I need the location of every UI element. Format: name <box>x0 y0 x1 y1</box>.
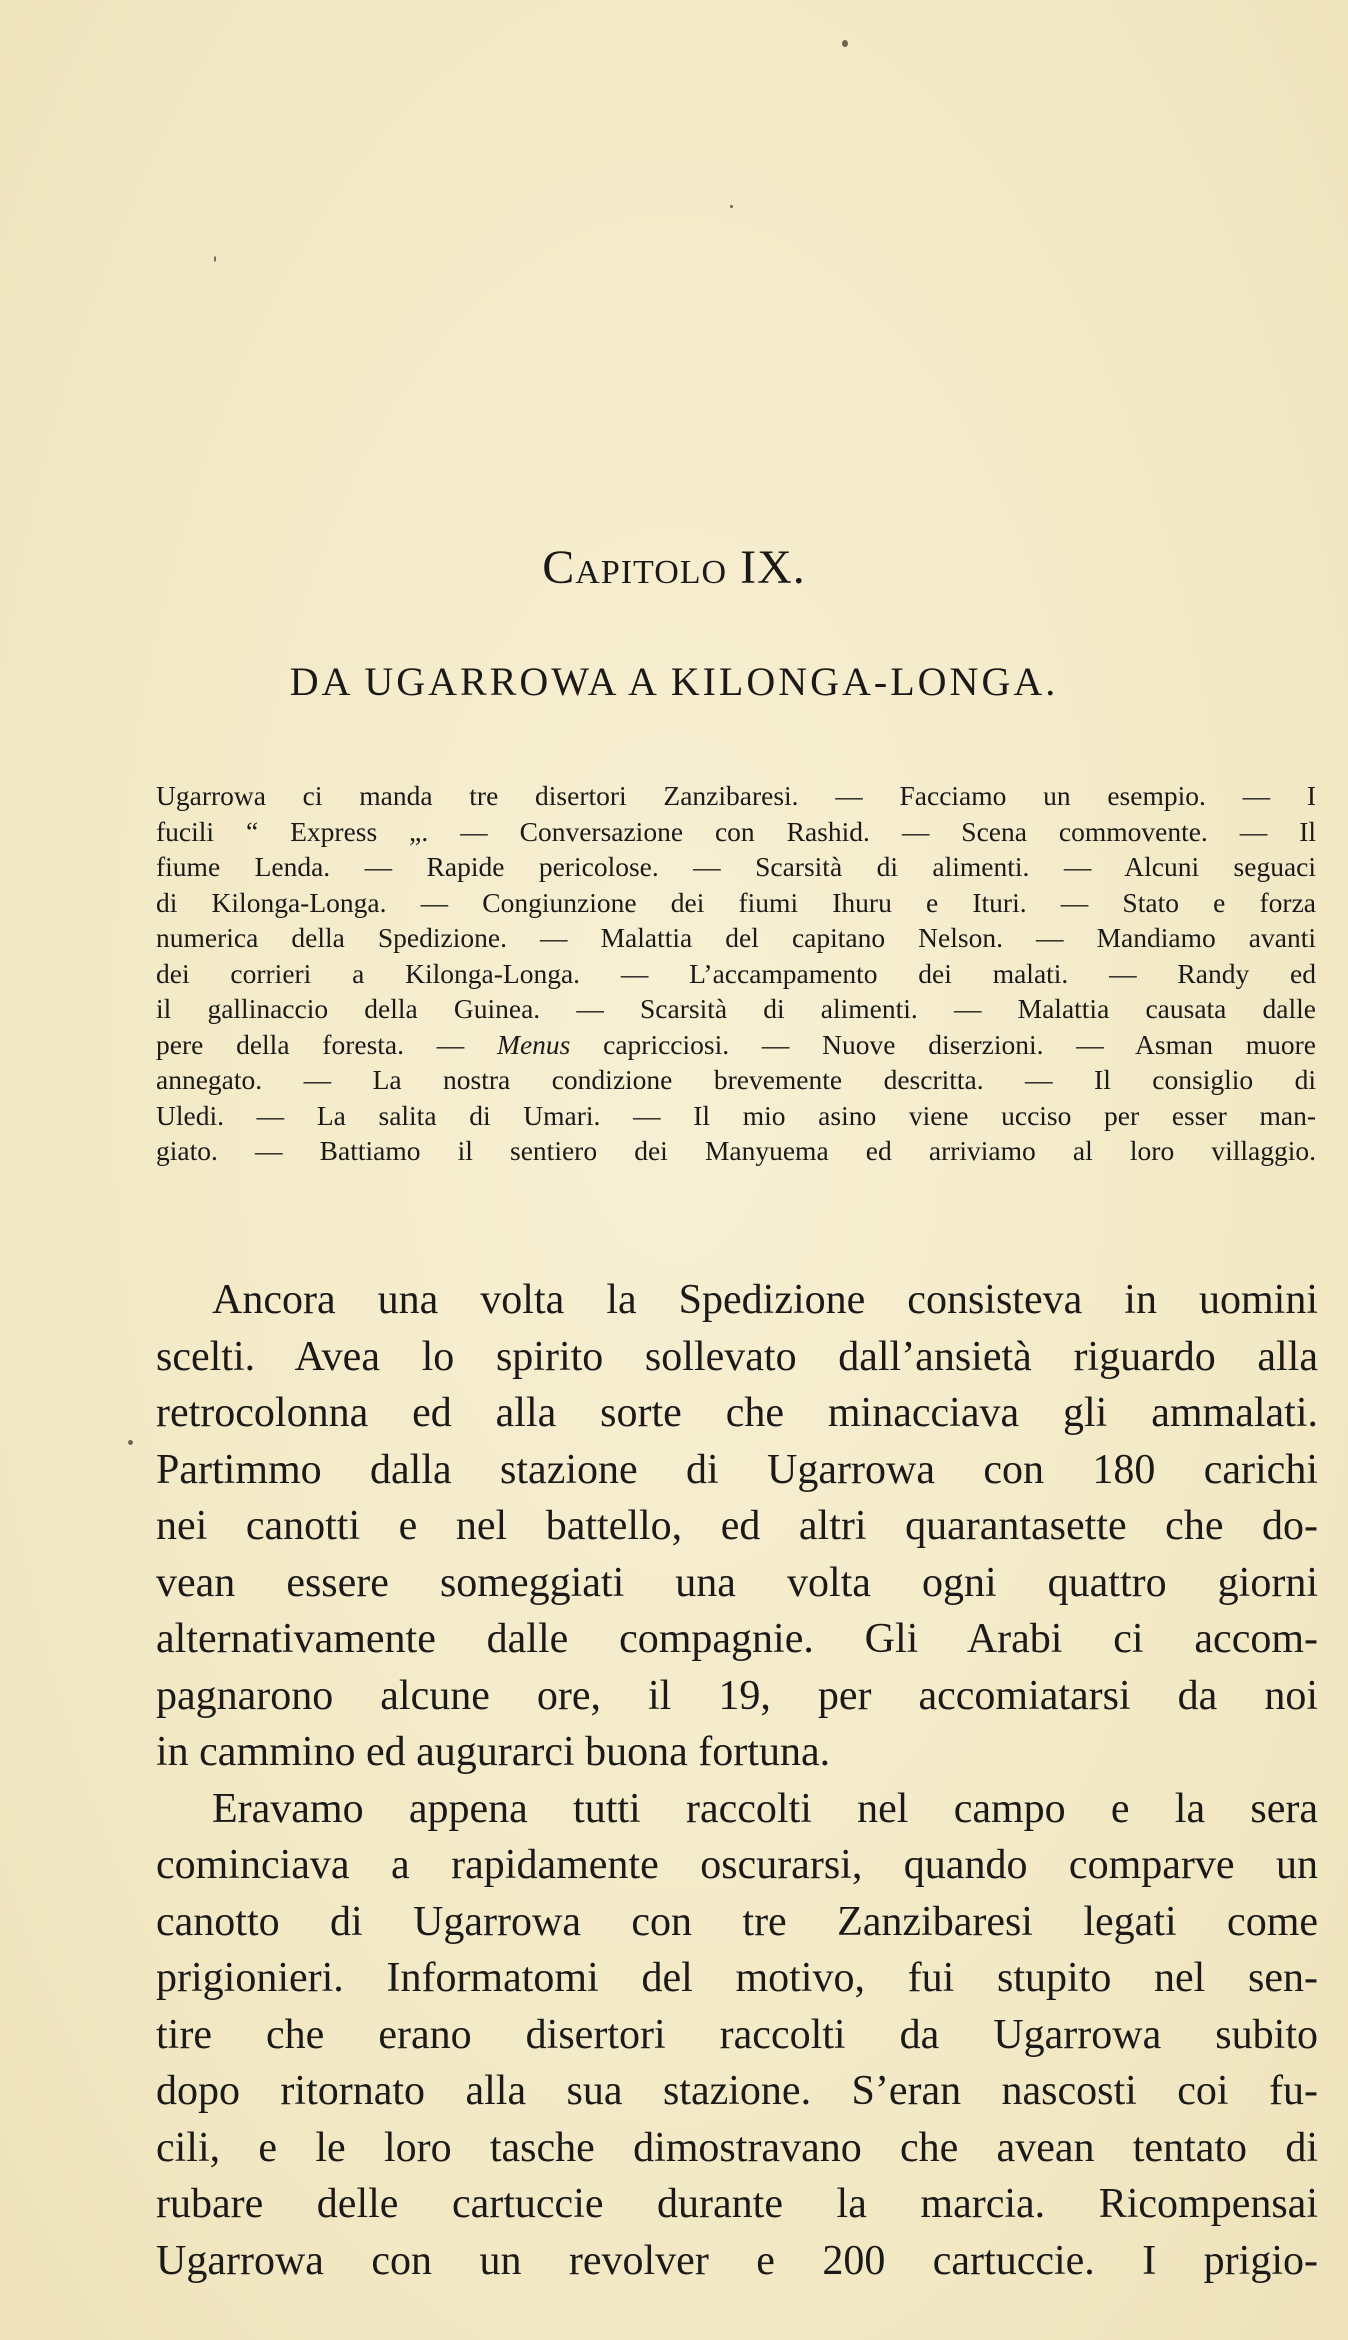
ink-speck <box>128 1440 133 1445</box>
body-text <box>156 1272 1318 2289</box>
summary-line: il gallinaccio della Guinea. — Scarsità di alimenti. — Malattia causata dalle <box>156 993 1316 1024</box>
ink-speck <box>730 205 733 208</box>
body-line: vean essere someggiati una volta ogni quattro giorni <box>156 1559 1318 1606</box>
body-line: pagnarono alcune ore, il 19, per accomiatarsi da noi <box>156 1672 1318 1719</box>
body-line: rubare delle cartuccie durante la marcia. Ricompensai <box>156 2181 1318 2227</box>
body-line: Partimmo dalla stazione di Ugarrowa con 180 carichi <box>156 1446 1318 1493</box>
body-line: Eravamo appena tutti raccolti nel campo e la sera <box>212 1785 1318 1832</box>
summary-line: fucili “ Express „. — Conversazione con Rashid. — Scena commovente. — Il <box>156 815 1316 847</box>
chapter-heading: Capitolo IX. <box>542 541 806 594</box>
body-line: dopo ritornato alla sua stazione. S’eran nascosti coi fu- <box>156 2068 1318 2114</box>
body-line: alternativamente dalle compagnie. Gli Arabi ci accom- <box>156 1616 1318 1662</box>
body-line: tire che erano disertori raccolti da Ugarrowa subito <box>156 2011 1318 2058</box>
body-line: prigionieri. Informatomi del motivo, fui stupito nel sen- <box>156 1955 1318 2001</box>
body-line: Ancora una volta la Spedizione consisteva in uomini <box>212 1277 1318 1323</box>
summary-line <box>156 1027 1316 1063</box>
body-line: nei canotti e nel battello, ed altri quarantasette che do- <box>156 1503 1318 1549</box>
body-line: scelti. Avea lo spirito sollevato dall’ansietà riguardo alla <box>156 1333 1318 1380</box>
ink-speck <box>214 256 216 262</box>
summary-fragment: pere della foresta. — <box>156 1028 498 1060</box>
chapter-title: DA UGARROWA A KILONGA-LONGA. <box>289 659 1059 704</box>
summary-line: giato. — Battiamo il sentiero dei Manyuema ed arriviamo al loro villaggio. <box>156 1135 1316 1166</box>
body-line: Ugarrowa con un revolver e 200 cartuccie. I prigio- <box>156 2237 1318 2284</box>
body-line: cominciava a rapidamente oscurarsi, quando comparve un <box>156 1842 1318 1888</box>
summary-line: Ugarrowa ci manda tre disertori Zanzibaresi. — Facciamo un esempio. — I <box>156 780 1316 811</box>
summary-line: di Kilonga-Longa. — Congiunzione dei fiumi Ihuru e Ituri. — Stato e forza <box>156 886 1316 918</box>
summary-line: fiume Lenda. — Rapide pericolose. — Scarsità di alimenti. — Alcuni seguaci <box>156 851 1316 882</box>
body-line: cili, e le loro tasche dimostravano che avean tentato di <box>156 2124 1318 2171</box>
summary-line: annegato. — La nostra condizione brevemente descritta. — Il consiglio di <box>156 1064 1316 1095</box>
body-line: canotto di Ugarrowa con tre Zanzibaresi legati come <box>156 1898 1318 1945</box>
body-line: retrocolonna ed alla sorte che minacciava gli ammalati. <box>156 1390 1318 1436</box>
summary-line: numerica della Spedizione. — Malattia del capitano Nelson. — Mandiamo avanti <box>156 922 1316 953</box>
summary-line: Uledi. — La salita di Umari. — Il mio asino viene ucciso per esser man- <box>156 1099 1316 1131</box>
summary-line: dei corrieri a Kilonga-Longa. — L’accampamento dei malati. — Randy ed <box>156 957 1316 989</box>
summary-fragment: capricciosi. — Nuove diserzioni. — Asman muore <box>570 1028 1316 1060</box>
body-line: in cammino ed augurarci buona fortuna. <box>156 1729 831 1775</box>
chapter-summary <box>156 778 1316 1169</box>
ink-speck <box>842 40 848 47</box>
summary-italic-word: Menus <box>497 1028 571 1060</box>
